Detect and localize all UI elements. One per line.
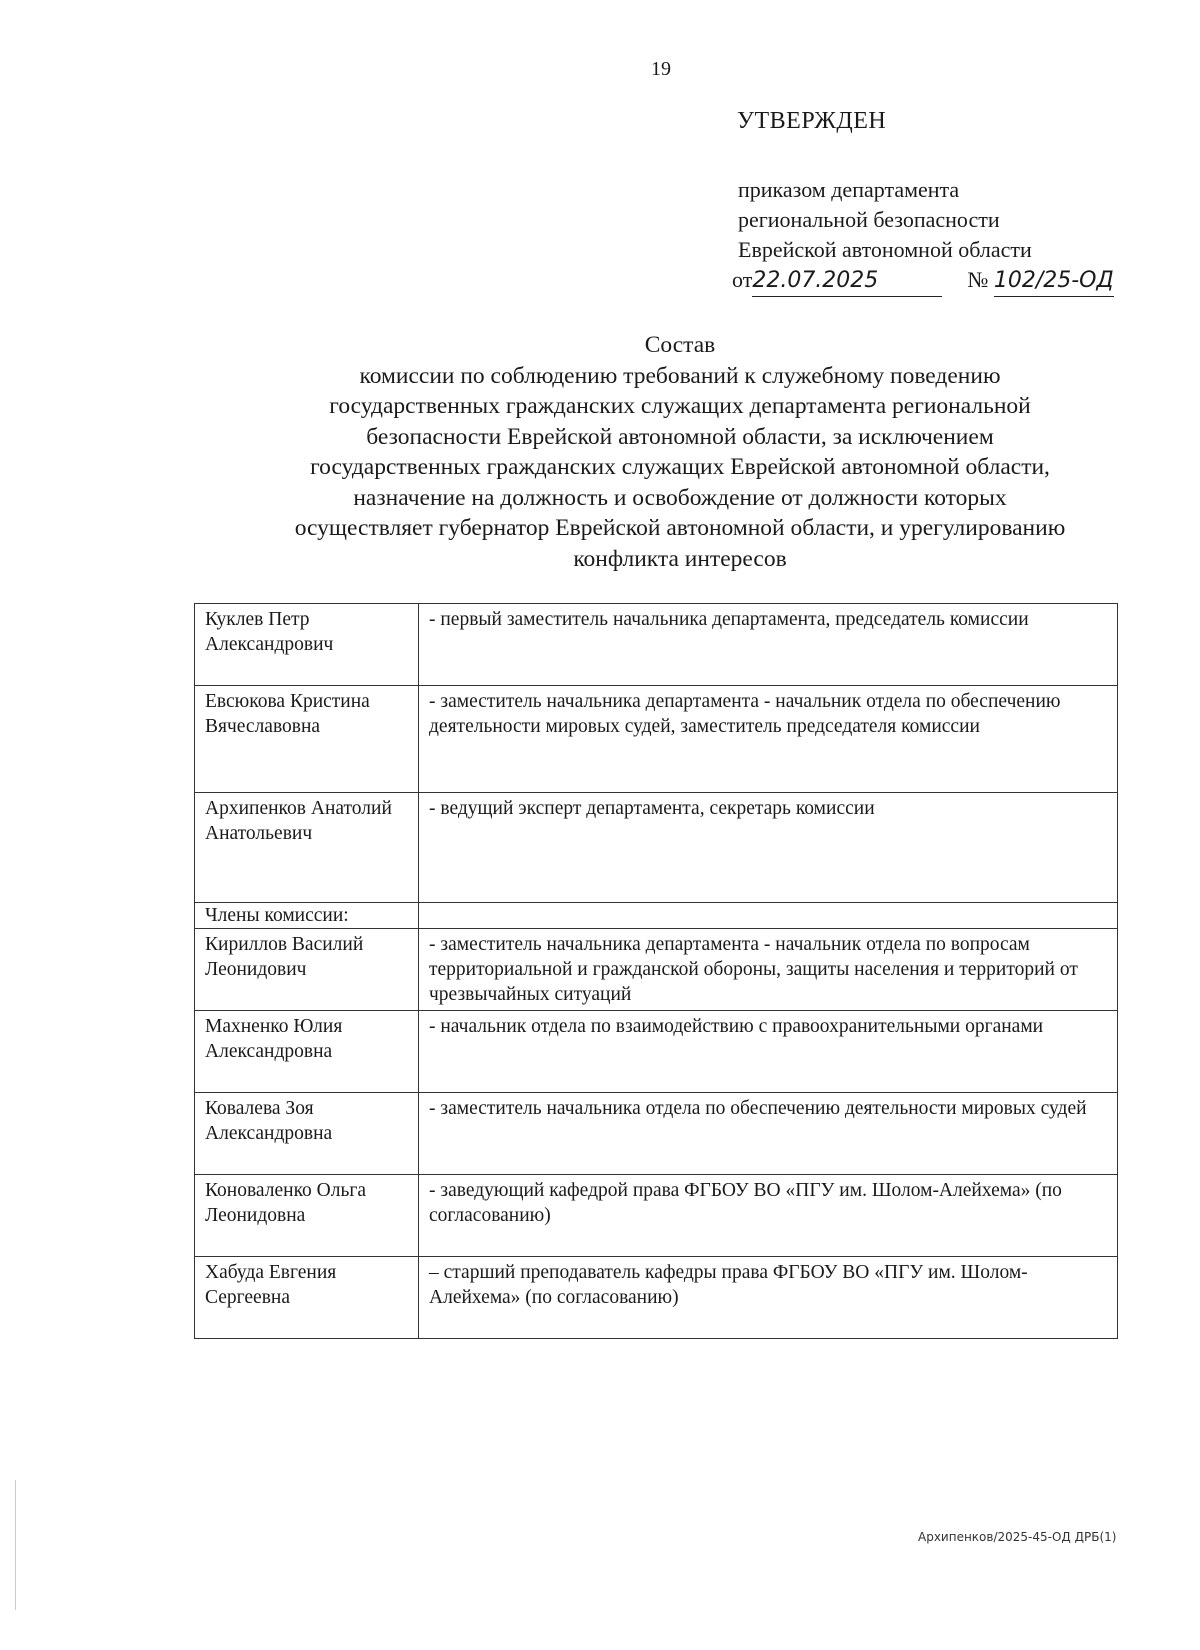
approval-line: приказом департамента: [738, 177, 960, 202]
table-row: [195, 929, 1118, 1011]
table-row: [195, 1011, 1118, 1093]
approval-date-number-line: [732, 265, 1114, 297]
date-field: [752, 265, 942, 297]
member-name: Ковалева Зоя Александровна: [195, 1093, 419, 1175]
member-role: – старший преподаватель кафедры права ФГБОУ ВО «ПГУ им. Шолом-Алейхема» (по согласованию): [419, 1257, 1118, 1339]
number-value: 102/25-ОД: [993, 268, 1114, 293]
title-heading: Состав: [644, 332, 716, 358]
member-role: - ведущий эксперт департамента, секретарь комиссии: [419, 793, 1118, 903]
table-row: [195, 903, 1118, 929]
member-role: [419, 903, 1118, 929]
approval-line: региональной безопасности: [738, 207, 1000, 232]
title-line: государственных гражданских служащих Еврейской автономной области,: [310, 454, 1050, 480]
members-table: [194, 603, 1118, 1339]
approval-line: Еврейской автономной области: [738, 237, 1032, 262]
table-row: [195, 1175, 1118, 1257]
number-prefix: №: [967, 267, 989, 292]
title-line: безопасности Еврейской автономной области, за исключением: [366, 423, 994, 450]
member-name: Кириллов Василий Леонидович: [195, 929, 419, 1011]
approval-stamp: УТВЕРЖДЕН: [737, 108, 887, 134]
number-field: [994, 265, 1114, 297]
member-name: Махненко Юлия Александровна: [195, 1011, 419, 1093]
member-role: - первый заместитель начальника департамента, председатель комиссии: [419, 604, 1118, 686]
table-row: [195, 604, 1118, 686]
approval-block: [732, 175, 1114, 297]
member-role: - заместитель начальника департамента - начальник отдела по обеспечению деятельности мировых судей, заместитель председателя комиссии: [419, 686, 1118, 793]
title-line: комиссии по соблюдению требований к служебному поведению: [359, 362, 1001, 389]
table-row: [195, 793, 1118, 903]
member-name: Хабуда Евгения Сергеевна: [195, 1257, 419, 1339]
member-role: - заместитель начальника департамента - начальник отдела по вопросам территориальной и гражданской обороны, защиты населения и территорий от чрезвычайных ситуаций: [419, 929, 1118, 1011]
date-prefix: от: [732, 267, 753, 292]
scan-edge-mark: [15, 1480, 16, 1610]
document-title: [200, 330, 1160, 574]
table-row: [195, 686, 1118, 793]
member-name: Куклев Петр Александрович: [195, 604, 419, 686]
member-name: Архипенков Анатолий Анатольевич: [195, 793, 419, 903]
section-label: Члены комиссии:: [195, 903, 419, 929]
title-line: конфликта интересов: [573, 545, 787, 572]
title-line: назначение на должность и освобождение от должности которых: [353, 484, 1007, 511]
title-line: осуществляет губернатор Еврейской автономной области, и урегулированию: [294, 515, 1066, 541]
member-name: Коноваленко Ольга Леонидовна: [195, 1175, 419, 1257]
date-value: 22.07.2025: [752, 268, 879, 293]
member-role: - начальник отдела по взаимодействию с правоохранительными органами: [419, 1011, 1118, 1093]
member-role: - заместитель начальника отдела по обеспечению деятельности мировых судей: [419, 1093, 1118, 1175]
member-role: - заведующий кафедрой права ФГБОУ ВО «ПГУ им. Шолом-Алейхема» (по согласованию): [419, 1175, 1118, 1257]
table-row: [195, 1093, 1118, 1175]
page-number: 19: [651, 58, 671, 80]
footer-reference: Архипенков/2025-45-ОД ДРБ(1): [918, 1530, 1117, 1544]
title-line: государственных гражданских служащих департамента региональной: [329, 393, 1031, 419]
table-row: [195, 1257, 1118, 1339]
member-name: Евсюкова Кристина Вячеславовна: [195, 686, 419, 793]
